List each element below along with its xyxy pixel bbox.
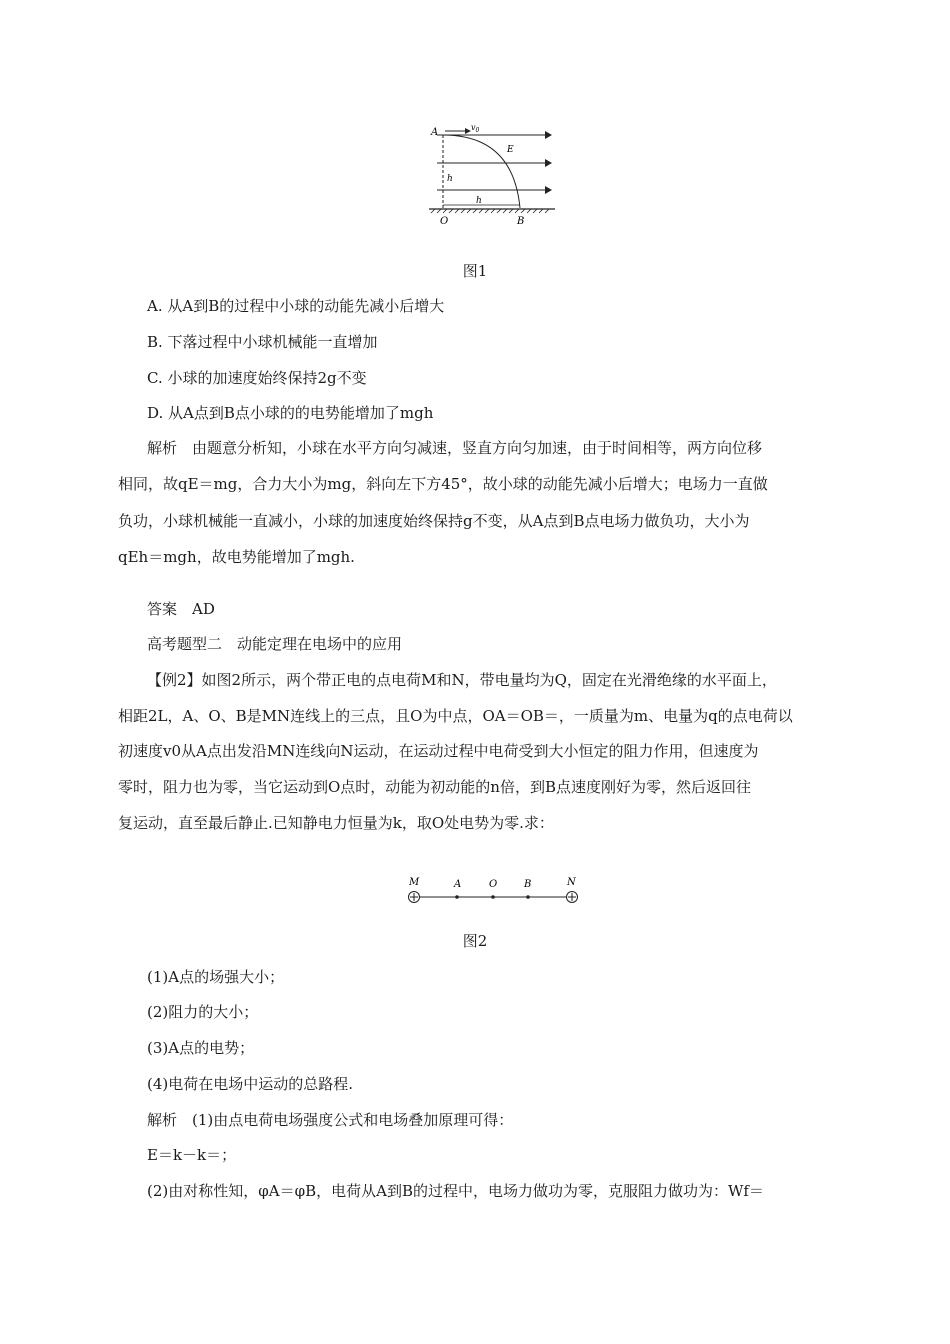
label-B: B	[517, 216, 525, 227]
example-2-line-5: 复运动，直至最后静止.已知静电力恒量为k，取O处电势为零.求：	[118, 814, 554, 832]
option-c: C. 小球的加速度始终保持2g不变	[147, 369, 367, 387]
label-M: M	[409, 877, 420, 888]
option-d: D. 从A点到B点小球的的电势能增加了mgh	[147, 404, 434, 422]
field-arrow-1	[545, 131, 552, 139]
field-arrow-2	[545, 159, 552, 167]
figure-2-diagram	[400, 870, 585, 906]
point-O	[491, 895, 495, 899]
label-A: A	[431, 127, 439, 138]
analysis-2-line-3: (2)由对称性知，φA＝φB，电荷从A到B的过程中，电场力做功为零，克服阻力做功为：Wf＝	[147, 1182, 764, 1200]
example-2-line-1: 【例2】如图2所示，两个带正电的点电荷M和N，带电量均为Q，固定在光滑绝缘的水平面上，	[147, 671, 777, 689]
label-v0: $v_0$	[471, 123, 480, 134]
figure-2-caption: 图2	[462, 932, 488, 950]
question-1: (1)A点的场强大小；	[147, 968, 285, 986]
question-4: (4)电荷在电场中运动的总路程.	[147, 1075, 354, 1093]
label-O2: O	[489, 879, 498, 890]
analysis-1-line-3: 负功，小球机械能一直减小，小球的加速度始终保持g不变，从A点到B点电场力做负功，大小为	[118, 512, 750, 530]
label-E: E	[507, 145, 514, 155]
point-A	[455, 895, 459, 899]
answer-1: 答案 AD	[147, 600, 215, 618]
example-2-line-4: 零时，阻力也为零，当它运动到O点时，动能为初动能的n倍，到B点速度刚好为零，然后返回往	[118, 778, 751, 796]
example-2-line-2: 相距2L，A、O、B是MN连线上的三点，且O为中点，OA＝OB＝，一质量为m、电量为q的点电荷以	[118, 707, 793, 725]
figure-1-caption: 图1	[462, 262, 488, 280]
analysis-1-line-4: qEh＝mgh，故电势能增加了mgh.	[118, 548, 355, 566]
point-B	[526, 895, 530, 899]
label-N: N	[567, 877, 576, 888]
example-2-line-3: 初速度v0从A点出发沿MN连线向N运动，在运动过程中电荷受到大小恒定的阻力作用，但速度为	[118, 742, 759, 760]
label-A2: A	[454, 879, 462, 890]
question-2: (2)阻力的大小；	[147, 1003, 259, 1021]
label-h-vertical: h	[447, 174, 453, 184]
figure-1-diagram	[425, 118, 585, 230]
label-h-horizontal: h	[476, 196, 482, 206]
label-O: O	[440, 216, 449, 227]
option-b: B. 下落过程中小球机械能一直增加	[147, 333, 378, 351]
analysis-2-line-2: E＝k－k＝；	[147, 1146, 237, 1164]
label-B2: B	[524, 879, 532, 890]
question-3: (3)A点的电势；	[147, 1039, 255, 1057]
analysis-1-line-1: 解析 由题意分析知，小球在水平方向匀减速，竖直方向匀加速，由于时间相等，两方向位移	[147, 439, 763, 457]
option-a: A. 从A到B的过程中小球的动能先减小后增大	[147, 297, 445, 315]
section-title: 高考题型二 动能定理在电场中的应用	[147, 635, 403, 653]
field-arrow-3	[545, 186, 552, 194]
ground-hatching	[431, 209, 549, 213]
analysis-1-line-2: 相同，故qE＝mg，合力大小为mg，斜向左下方45°，故小球的动能先减小后增大；电场力一直做	[118, 475, 768, 493]
analysis-2-line-1: 解析 (1)由点电荷电场强度公式和电场叠加原理可得：	[147, 1111, 514, 1129]
